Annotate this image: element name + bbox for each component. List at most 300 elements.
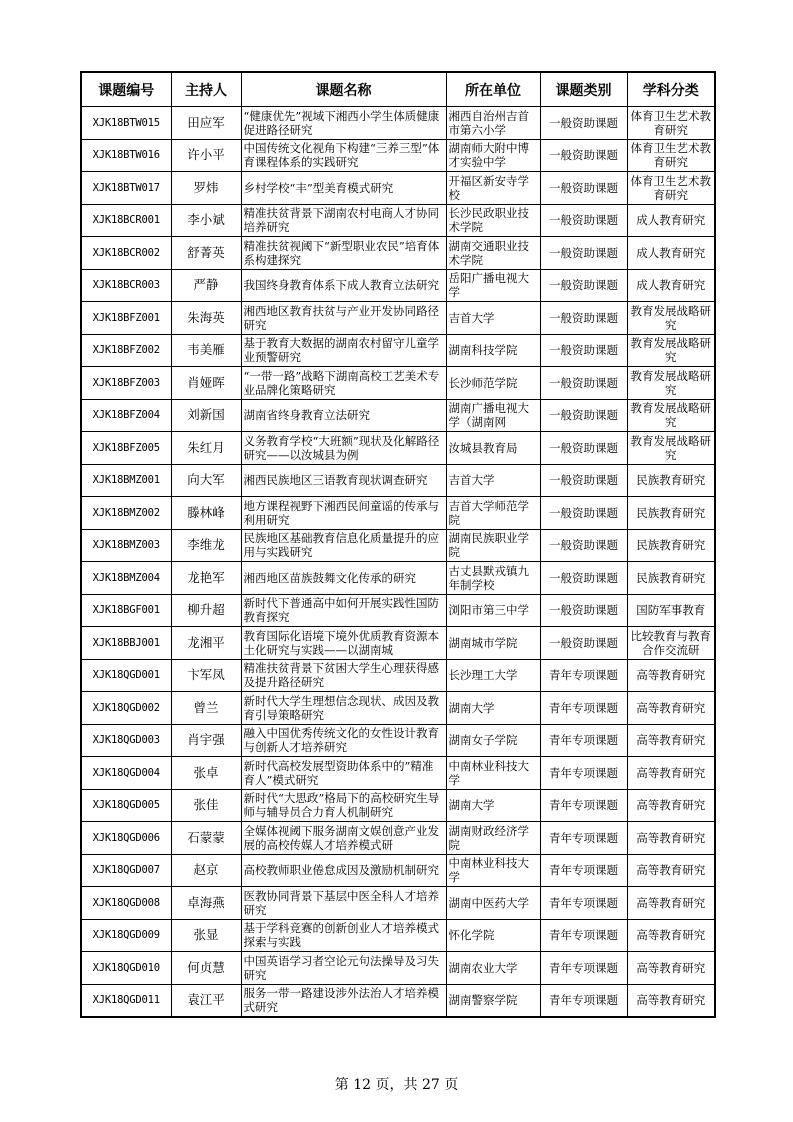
cell-host: 朱海英 bbox=[171, 302, 241, 335]
cell-subject-field bbox=[627, 692, 715, 725]
cell-unit-text: 汝城县教育局 bbox=[448, 440, 518, 455]
table-header-row bbox=[81, 72, 715, 107]
cell-subject-field bbox=[627, 107, 715, 140]
cell-unit-text: 长沙理工大学 bbox=[448, 668, 518, 683]
cell-subject-field-text: 高等教育研究 bbox=[636, 668, 706, 683]
cell-subject-field bbox=[627, 139, 715, 172]
table-row bbox=[81, 432, 715, 465]
cell-subject-field bbox=[627, 367, 715, 400]
cell-project-title-text: 新时代下普通高中如何开展实践性国防教育探究 bbox=[243, 596, 439, 625]
cell-unit bbox=[446, 562, 540, 595]
cell-project-title bbox=[241, 724, 446, 757]
cell-project-type bbox=[540, 302, 627, 335]
cell-project-type-text: 青年专项课题 bbox=[549, 993, 618, 1008]
cell-unit bbox=[446, 627, 540, 660]
cell-unit-text: 湖南大学 bbox=[448, 798, 495, 813]
cell-project-title bbox=[241, 172, 446, 205]
cell-project-type-text: 一般资助课题 bbox=[549, 375, 618, 390]
cell-project-title bbox=[241, 562, 446, 595]
cell-subject-field bbox=[627, 269, 715, 302]
cell-project-title-text: 高校教师职业倦怠成因及激励机制研究 bbox=[243, 863, 439, 878]
cell-host: 李小斌 bbox=[171, 204, 241, 237]
cell-project-type bbox=[540, 107, 627, 140]
cell-project-type-text: 一般资助课题 bbox=[549, 180, 618, 195]
table-row bbox=[81, 367, 715, 400]
table-row bbox=[81, 822, 715, 855]
cell-unit-text: 开福区新安寺学校 bbox=[448, 173, 529, 202]
cell-subject-field-text: 高等教育研究 bbox=[636, 863, 706, 878]
cell-subject-field-text: 教育发展战略研究 bbox=[630, 368, 711, 397]
cell-project-title bbox=[241, 887, 446, 920]
cell-project-type bbox=[540, 269, 627, 302]
cell-unit-text: 湘西自治州吉首市第六小学 bbox=[448, 108, 529, 137]
cell-host: 柳升超 bbox=[171, 594, 241, 627]
table-row bbox=[81, 237, 715, 270]
table-row bbox=[81, 724, 715, 757]
cell-subject-field bbox=[627, 497, 715, 530]
cell-unit bbox=[446, 822, 540, 855]
cell-project-title-text: 融入中国优秀传统文化的女性设计教育与创新人才培养研究 bbox=[243, 726, 439, 755]
cell-project-type bbox=[540, 692, 627, 725]
cell-host: 龙艳军 bbox=[171, 562, 241, 595]
cell-unit bbox=[446, 464, 540, 497]
cell-project-code: XJK18BFZ005 bbox=[81, 432, 171, 465]
cell-project-title bbox=[241, 432, 446, 465]
cell-project-code: XJK18QGD004 bbox=[81, 757, 171, 790]
cell-host: 赵京 bbox=[171, 854, 241, 887]
cell-project-title-text: 服务一带一路建设涉外法治人才培养模式研究 bbox=[243, 986, 439, 1015]
cell-project-title bbox=[241, 789, 446, 822]
cell-subject-field bbox=[627, 952, 715, 985]
cell-project-title-text: 湘西民族地区三语教育现状调查研究 bbox=[243, 473, 428, 488]
cell-unit bbox=[446, 594, 540, 627]
cell-project-title bbox=[241, 854, 446, 887]
cell-project-code: XJK18BGF001 bbox=[81, 594, 171, 627]
cell-project-code: XJK18BTW015 bbox=[81, 107, 171, 140]
cell-unit bbox=[446, 172, 540, 205]
cell-unit-text: 湖南大学 bbox=[448, 700, 495, 715]
cell-unit-text: 湖南警察学院 bbox=[448, 993, 518, 1008]
cell-subject-field-text: 高等教育研究 bbox=[636, 928, 706, 943]
cell-host: 袁江平 bbox=[171, 984, 241, 1017]
cell-project-type bbox=[540, 529, 627, 562]
cell-project-code: XJK18QGD009 bbox=[81, 919, 171, 952]
cell-unit bbox=[446, 757, 540, 790]
cell-subject-field-text: 高等教育研究 bbox=[636, 765, 706, 780]
cell-project-type bbox=[540, 594, 627, 627]
cell-subject-field bbox=[627, 432, 715, 465]
cell-subject-field bbox=[627, 399, 715, 432]
project-table bbox=[80, 71, 716, 1018]
cell-project-code: XJK18BMZ002 bbox=[81, 497, 171, 530]
cell-subject-field bbox=[627, 984, 715, 1017]
cell-unit bbox=[446, 919, 540, 952]
cell-project-title-text: 中国英语学习者空论元句法操导及习失研究 bbox=[243, 953, 439, 982]
cell-project-code: XJK18QGD005 bbox=[81, 789, 171, 822]
cell-project-title-text: 教育国际化语境下境外优质教育资源本土化研究与实践——以湖南城 bbox=[243, 628, 439, 657]
cell-project-type-text: 青年专项课题 bbox=[549, 895, 618, 910]
cell-unit-text: 湖南科技学院 bbox=[448, 343, 518, 358]
cell-subject-field bbox=[627, 464, 715, 497]
cell-project-type-text: 一般资助课题 bbox=[549, 310, 618, 325]
page-number-footer: 第 12 页，共 27 页 bbox=[334, 1077, 459, 1093]
cell-subject-field-text: 民族教育研究 bbox=[636, 538, 706, 553]
cell-unit bbox=[446, 692, 540, 725]
cell-project-type-text: 一般资助课题 bbox=[549, 245, 618, 260]
table-row bbox=[81, 887, 715, 920]
cell-host: 刘新国 bbox=[171, 399, 241, 432]
cell-unit-text: 吉首大学师范学院 bbox=[448, 498, 529, 527]
cell-host: 田应军 bbox=[171, 107, 241, 140]
cell-unit bbox=[446, 854, 540, 887]
cell-project-title bbox=[241, 529, 446, 562]
cell-project-title bbox=[241, 237, 446, 270]
cell-unit bbox=[446, 334, 540, 367]
cell-unit-text: 湖南女子学院 bbox=[448, 733, 518, 748]
cell-project-type bbox=[540, 237, 627, 270]
table-row bbox=[81, 594, 715, 627]
cell-host: 李维龙 bbox=[171, 529, 241, 562]
cell-project-title-text: 新时代高校发展型资助体系中的”精准育人”模式研究 bbox=[243, 758, 434, 787]
cell-project-type-text: 一般资助课题 bbox=[549, 115, 618, 130]
cell-project-title-text: 中国传统文化视角下构建“三养三型”体育课程体系的实践研究 bbox=[243, 141, 440, 170]
cell-subject-field bbox=[627, 529, 715, 562]
cell-unit bbox=[446, 367, 540, 400]
cell-host: 龙湘平 bbox=[171, 627, 241, 660]
cell-project-title bbox=[241, 757, 446, 790]
cell-subject-field-text: 体育卫生艺术教育研究 bbox=[630, 108, 711, 137]
cell-project-title bbox=[241, 399, 446, 432]
cell-project-title-text: 精准扶贫视阈下“新型职业农民”培育体系构建探究 bbox=[243, 238, 440, 267]
cell-host: 罗炜 bbox=[171, 172, 241, 205]
cell-project-code: XJK18QGD008 bbox=[81, 887, 171, 920]
cell-unit bbox=[446, 952, 540, 985]
cell-project-type bbox=[540, 984, 627, 1017]
cell-project-code: XJK18QGD002 bbox=[81, 692, 171, 725]
cell-project-type bbox=[540, 367, 627, 400]
cell-project-type-text: 青年专项课题 bbox=[549, 733, 618, 748]
table-row bbox=[81, 757, 715, 790]
cell-project-type-text: 一般资助课题 bbox=[549, 343, 618, 358]
cell-project-code: XJK18BFZ001 bbox=[81, 302, 171, 335]
cell-project-type bbox=[540, 724, 627, 757]
cell-project-type-text: 一般资助课题 bbox=[549, 603, 618, 618]
table-row bbox=[81, 692, 715, 725]
cell-subject-field-text: 成人教育研究 bbox=[636, 213, 706, 228]
cell-project-code: XJK18BCR003 bbox=[81, 269, 171, 302]
header-subject-field: 学科分类 bbox=[627, 72, 715, 107]
table-row bbox=[81, 107, 715, 140]
cell-host: 舒菁英 bbox=[171, 237, 241, 270]
table-row bbox=[81, 172, 715, 205]
cell-project-title bbox=[241, 692, 446, 725]
cell-host: 卓海燕 bbox=[171, 887, 241, 920]
table-row bbox=[81, 984, 715, 1017]
cell-unit-text: 湖南广播电视大学（湖南网 bbox=[448, 401, 529, 430]
cell-host: 韦美雁 bbox=[171, 334, 241, 367]
header-host: 主持人 bbox=[171, 72, 241, 107]
cell-host: 向大军 bbox=[171, 464, 241, 497]
cell-unit-text: 岳阳广播电视大学 bbox=[448, 271, 529, 300]
cell-unit-text: 湖南民族职业学院 bbox=[448, 531, 529, 560]
cell-project-type-text: 一般资助课题 bbox=[549, 408, 618, 423]
cell-project-code: XJK18BMZ004 bbox=[81, 562, 171, 595]
cell-project-type-text: 青年专项课题 bbox=[549, 960, 618, 975]
cell-project-type-text: 一般资助课题 bbox=[549, 148, 618, 163]
cell-project-code: XJK18BBJ001 bbox=[81, 627, 171, 660]
table-row bbox=[81, 659, 715, 692]
cell-project-code: XJK18BTW017 bbox=[81, 172, 171, 205]
cell-project-title-text: 民族地区基础教育信息化质量提升的应用与实践研究 bbox=[243, 531, 439, 560]
cell-subject-field-text: 体育卫生艺术教育研究 bbox=[630, 173, 711, 202]
cell-unit-text: 长沙师范学院 bbox=[448, 375, 518, 390]
cell-project-type-text: 青年专项课题 bbox=[549, 798, 618, 813]
cell-unit bbox=[446, 139, 540, 172]
cell-project-type bbox=[540, 854, 627, 887]
cell-project-type bbox=[540, 497, 627, 530]
cell-subject-field bbox=[627, 854, 715, 887]
header-project-code: 课题编号 bbox=[81, 72, 171, 107]
cell-project-title-text: 湘西地区苗族鼓舞文化传承的研究 bbox=[243, 570, 416, 585]
cell-project-title-text: “健康优先”视域下湘西小学生体质健康促进路径研究 bbox=[243, 108, 440, 137]
cell-subject-field bbox=[627, 789, 715, 822]
cell-project-title bbox=[241, 919, 446, 952]
cell-project-type bbox=[540, 789, 627, 822]
cell-subject-field bbox=[627, 594, 715, 627]
cell-project-type bbox=[540, 139, 627, 172]
cell-subject-field bbox=[627, 302, 715, 335]
cell-project-code: XJK18BFZ004 bbox=[81, 399, 171, 432]
cell-unit bbox=[446, 204, 540, 237]
cell-subject-field-text: 民族教育研究 bbox=[636, 505, 706, 520]
cell-project-type-text: 青年专项课题 bbox=[549, 928, 618, 943]
cell-subject-field-text: 国防军事教育 bbox=[636, 603, 706, 618]
cell-host: 张佳 bbox=[171, 789, 241, 822]
cell-subject-field-text: 高等教育研究 bbox=[636, 700, 706, 715]
cell-subject-field bbox=[627, 659, 715, 692]
cell-subject-field bbox=[627, 562, 715, 595]
cell-subject-field-text: 成人教育研究 bbox=[636, 245, 706, 260]
cell-project-title-text: 新时代大学生理想信念现状、成因及教育引导策略研究 bbox=[243, 693, 439, 722]
cell-project-code: XJK18BMZ001 bbox=[81, 464, 171, 497]
cell-host: 许小平 bbox=[171, 139, 241, 172]
cell-project-type-text: 一般资助课题 bbox=[549, 570, 618, 585]
cell-subject-field bbox=[627, 204, 715, 237]
cell-subject-field-text: 教育发展战略研究 bbox=[630, 433, 711, 462]
table-row bbox=[81, 952, 715, 985]
cell-unit bbox=[446, 399, 540, 432]
header-project-title: 课题名称 bbox=[241, 72, 446, 107]
cell-project-title-text: “一带一路”战略下湖南高校工艺美术专业品牌化策略研究 bbox=[243, 368, 440, 397]
table-row bbox=[81, 854, 715, 887]
cell-subject-field-text: 高等教育研究 bbox=[636, 798, 706, 813]
table-row bbox=[81, 139, 715, 172]
cell-project-title-text: 义务教育学校“大班额”现状及化解路径研究——以汝城县为例 bbox=[243, 433, 440, 462]
cell-project-title-text: 全媒体视阈下服务湖南文娱创意产业发展的高校传媒人才培养模式研 bbox=[243, 823, 439, 852]
cell-project-title-text: 精准扶贫背景下贫困大学生心理获得感及提升路径研究 bbox=[243, 661, 439, 690]
cell-project-title-text: 新时代“大思政”格局下的高校研究生导师与辅导员合力育人机制研究 bbox=[243, 791, 440, 820]
cell-project-type bbox=[540, 562, 627, 595]
cell-project-code: XJK18BFZ002 bbox=[81, 334, 171, 367]
header-unit: 所在单位 bbox=[446, 72, 540, 107]
cell-subject-field-text: 高等教育研究 bbox=[636, 993, 706, 1008]
cell-project-title bbox=[241, 952, 446, 985]
cell-unit-text: 吉首大学 bbox=[448, 473, 495, 488]
cell-host: 曾兰 bbox=[171, 692, 241, 725]
cell-unit-text: 中南林业科技大学 bbox=[448, 856, 529, 885]
cell-host: 何贞慧 bbox=[171, 952, 241, 985]
cell-project-title-text: 基于学科竞赛的创新创业人才培养模式探索与实践 bbox=[243, 921, 439, 950]
cell-unit-text: 怀化学院 bbox=[448, 928, 495, 943]
table-row bbox=[81, 627, 715, 660]
cell-project-title bbox=[241, 627, 446, 660]
cell-project-code: XJK18QGD003 bbox=[81, 724, 171, 757]
cell-unit bbox=[446, 529, 540, 562]
cell-unit-text: 湖南师大附中博才实验中学 bbox=[448, 141, 529, 170]
cell-host: 肖宇强 bbox=[171, 724, 241, 757]
cell-project-type-text: 青年专项课题 bbox=[549, 700, 618, 715]
cell-subject-field-text: 教育发展战略研究 bbox=[630, 401, 711, 430]
cell-project-type bbox=[540, 887, 627, 920]
cell-project-type-text: 一般资助课题 bbox=[549, 473, 618, 488]
cell-unit-text: 长沙民政职业技术学院 bbox=[448, 206, 529, 235]
table-row bbox=[81, 789, 715, 822]
cell-unit bbox=[446, 269, 540, 302]
cell-subject-field-text: 比较教育与教育合作交流研 bbox=[630, 628, 711, 657]
cell-unit bbox=[446, 497, 540, 530]
cell-unit bbox=[446, 887, 540, 920]
cell-project-type bbox=[540, 464, 627, 497]
cell-subject-field bbox=[627, 822, 715, 855]
cell-project-title bbox=[241, 984, 446, 1017]
cell-project-code: XJK18QGD001 bbox=[81, 659, 171, 692]
cell-unit-text: 中南林业科技大学 bbox=[448, 758, 529, 787]
cell-project-type-text: 一般资助课题 bbox=[549, 278, 618, 293]
cell-unit-text: 湖南财政经济学院 bbox=[448, 823, 529, 852]
cell-unit-text: 湖南中医药大学 bbox=[448, 895, 529, 910]
cell-project-title bbox=[241, 139, 446, 172]
cell-project-code: XJK18QGD010 bbox=[81, 952, 171, 985]
cell-subject-field bbox=[627, 919, 715, 952]
cell-subject-field bbox=[627, 172, 715, 205]
cell-host: 肖娅晖 bbox=[171, 367, 241, 400]
cell-project-type bbox=[540, 204, 627, 237]
cell-project-type-text: 一般资助课题 bbox=[549, 505, 618, 520]
cell-project-type bbox=[540, 659, 627, 692]
cell-project-type-text: 青年专项课题 bbox=[549, 765, 618, 780]
cell-subject-field-text: 高等教育研究 bbox=[636, 830, 706, 845]
cell-subject-field-text: 民族教育研究 bbox=[636, 473, 706, 488]
cell-project-type bbox=[540, 919, 627, 952]
cell-unit bbox=[446, 659, 540, 692]
table-row bbox=[81, 302, 715, 335]
cell-subject-field-text: 教育发展战略研究 bbox=[630, 336, 711, 365]
cell-project-type bbox=[540, 399, 627, 432]
cell-project-title-text: 乡村学校“丰”型美育模式研究 bbox=[243, 180, 394, 195]
cell-project-code: XJK18QGD007 bbox=[81, 854, 171, 887]
cell-unit-text: 浏阳市第三中学 bbox=[448, 603, 529, 618]
cell-project-title-text: 湖南省终身教育立法研究 bbox=[243, 408, 370, 423]
header-project-type: 课题类别 bbox=[540, 72, 627, 107]
cell-subject-field-text: 成人教育研究 bbox=[636, 278, 706, 293]
cell-project-type bbox=[540, 172, 627, 205]
cell-host: 朱红月 bbox=[171, 432, 241, 465]
table-row bbox=[81, 399, 715, 432]
cell-unit bbox=[446, 724, 540, 757]
cell-unit-text: 古丈县默戎镇九年制学校 bbox=[448, 563, 529, 592]
cell-host: 滕林峰 bbox=[171, 497, 241, 530]
cell-unit bbox=[446, 984, 540, 1017]
cell-project-title bbox=[241, 594, 446, 627]
cell-unit-text: 吉首大学 bbox=[448, 310, 495, 325]
cell-project-code: XJK18BCR001 bbox=[81, 204, 171, 237]
cell-project-type bbox=[540, 334, 627, 367]
cell-unit bbox=[446, 237, 540, 270]
cell-host: 严静 bbox=[171, 269, 241, 302]
cell-project-title bbox=[241, 107, 446, 140]
cell-host: 石蒙蒙 bbox=[171, 822, 241, 855]
cell-project-title bbox=[241, 204, 446, 237]
cell-project-type bbox=[540, 822, 627, 855]
cell-project-type bbox=[540, 952, 627, 985]
cell-unit bbox=[446, 432, 540, 465]
table-row bbox=[81, 269, 715, 302]
cell-host: 张显 bbox=[171, 919, 241, 952]
cell-project-type bbox=[540, 432, 627, 465]
cell-project-title-text: 我国终身教育体系下成人教育立法研究 bbox=[243, 278, 439, 293]
cell-project-code: XJK18BMZ003 bbox=[81, 529, 171, 562]
cell-project-type-text: 青年专项课题 bbox=[549, 830, 618, 845]
cell-project-title bbox=[241, 464, 446, 497]
cell-project-type-text: 青年专项课题 bbox=[549, 863, 618, 878]
table-row bbox=[81, 334, 715, 367]
cell-project-title bbox=[241, 497, 446, 530]
cell-unit-text: 湖南农业大学 bbox=[448, 960, 518, 975]
cell-subject-field bbox=[627, 757, 715, 790]
cell-project-title bbox=[241, 822, 446, 855]
cell-project-title bbox=[241, 334, 446, 367]
cell-subject-field bbox=[627, 334, 715, 367]
cell-subject-field bbox=[627, 724, 715, 757]
cell-unit bbox=[446, 789, 540, 822]
cell-subject-field bbox=[627, 237, 715, 270]
cell-project-type-text: 一般资助课题 bbox=[549, 213, 618, 228]
cell-project-type bbox=[540, 757, 627, 790]
cell-subject-field-text: 民族教育研究 bbox=[636, 570, 706, 585]
cell-project-title-text: 湘西地区教育扶贫与产业开发协同路径研究 bbox=[243, 303, 439, 332]
cell-subject-field bbox=[627, 627, 715, 660]
cell-project-title-text: 医教协同背景下基层中医全科人才培养研究 bbox=[243, 888, 439, 917]
cell-project-title bbox=[241, 269, 446, 302]
cell-subject-field bbox=[627, 887, 715, 920]
cell-project-title-text: 地方课程视野下湘西民间童谣的传承与利用研究 bbox=[243, 498, 439, 527]
cell-project-title-text: 基于教育大数据的湖南农村留守儿童学业预警研究 bbox=[243, 336, 439, 365]
cell-subject-field-text: 高等教育研究 bbox=[636, 895, 706, 910]
cell-project-type-text: 青年专项课题 bbox=[549, 668, 618, 683]
table-body bbox=[81, 107, 715, 1018]
cell-project-type-text: 一般资助课题 bbox=[549, 538, 618, 553]
table-row bbox=[81, 497, 715, 530]
cell-project-type-text: 一般资助课题 bbox=[549, 635, 618, 650]
cell-project-code: XJK18BCR002 bbox=[81, 237, 171, 270]
cell-project-type-text: 一般资助课题 bbox=[549, 440, 618, 455]
cell-subject-field-text: 高等教育研究 bbox=[636, 960, 706, 975]
cell-subject-field-text: 高等教育研究 bbox=[636, 733, 706, 748]
cell-subject-field-text: 教育发展战略研究 bbox=[630, 303, 711, 332]
cell-project-code: XJK18QGD006 bbox=[81, 822, 171, 855]
cell-unit-text: 湖南交通职业技术学院 bbox=[448, 238, 529, 267]
cell-host: 卞军凤 bbox=[171, 659, 241, 692]
